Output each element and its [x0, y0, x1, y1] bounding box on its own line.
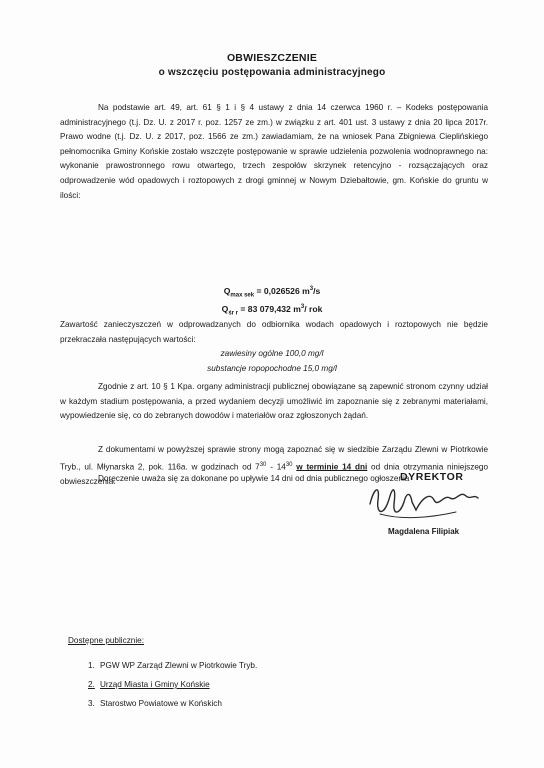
paragraph-delivery: Doręczenie uważa się za dokonane po upływie 14 dni od dnia publicznego ogłoszenia	[98, 474, 410, 483]
list-item: 1. PGW WP Zarząd Zlewni w Piotrkowie Tryb.	[88, 661, 258, 670]
paragraph-article-10: Zgodnie z art. 10 § 1 Kpa. organy administracji publicznej obowiązane są zapewnić stronom czynny udział w każdym stadium postępowania, a przed wydaniem decyzji umożliwić im zapoznanie się z zebranymi materiałami, wypowiedzenie się, co do zebranych dowodów i materiałów oraz zgłoszonych żądań.	[60, 382, 488, 421]
signature-title: DYREKTOR	[400, 471, 464, 483]
paragraph-pollutants: Zawartość zanieczyszczeń w odprowadzanych do odbiornika wodach opadowych i roztopowych nie będzie przekraczała następujących wartości:	[60, 320, 488, 344]
list-item: 3. Starostwo Powiatowe w Końskich	[88, 699, 222, 708]
document-subtitle: o wszczęciu postępowania administracyjnego	[158, 67, 386, 78]
paragraph-legal-basis: Na podstawie art. 49, art. 61 § 1 i § 4 ustawy z dnia 14 czerwca 1960 r. – Kodeks postępowania administracyjnego (t.j. Dz. U. z 2017 r. poz. 1257 ze zm.) w związku z art. 401 ust. 3 ustawy z dnia 20 lipca 2017r. Prawo wodne (t.j. Dz. U. z 2017, poz. 1566 ze zm.) zawiadamiam, że na wniosek Pana Zbigniewa Cieplińskiego pełnomocnika Gminy Końskie zostało wszczęte postępowanie w sprawie udzielenia pozwolenia wodnoprawnego na: wykonanie prawostronnego rowu otwartego, trzech zespołów skrzynek retencyjno - rozsączających oraz odprowadzenie wód opadowych i roztopowych z drogi gminnej w Nowym Dziebałtowie, gm. Końskie do gruntu w ilości:	[60, 103, 488, 200]
distribution-heading: Dostępne publicznie:	[68, 636, 145, 645]
formula-qsr: $Q_{śr r} = 83$ 079,432 $m^3/$ rok	[221, 304, 323, 317]
list-item: 2. Urząd Miasta i Gminy Końskie	[88, 680, 210, 689]
deadline-text: w terminie 14 dni	[296, 462, 368, 472]
limit-suspended-solids: zawiesiny ogólne 100,0 mg/l	[220, 349, 324, 358]
limit-petroleum: substancje ropopochodne 15,0 mg/l	[207, 364, 337, 373]
paragraph-documents-access: Z dokumentami w powyższej sprawie strony mogą zapoznać się w siedzibie Zarządu Zlewni w Piotrkowie Tryb., ul. Młynarska 2, pok. 116a. w godzinach od $7^{30} - 14^{30}$ w terminie 14 dni od dnia otrzymania niniejszego obwieszczenia.	[60, 445, 488, 486]
document-title: OBWIESZCZENIE	[226, 52, 318, 64]
signature-name: Magdalena Filipiak	[388, 527, 460, 536]
handwritten-signature	[360, 474, 490, 530]
formula-qmax: $Q_{max sek} = 0,026526$ $m^3/s$	[223, 286, 321, 299]
distribution-list	[88, 656, 257, 713]
